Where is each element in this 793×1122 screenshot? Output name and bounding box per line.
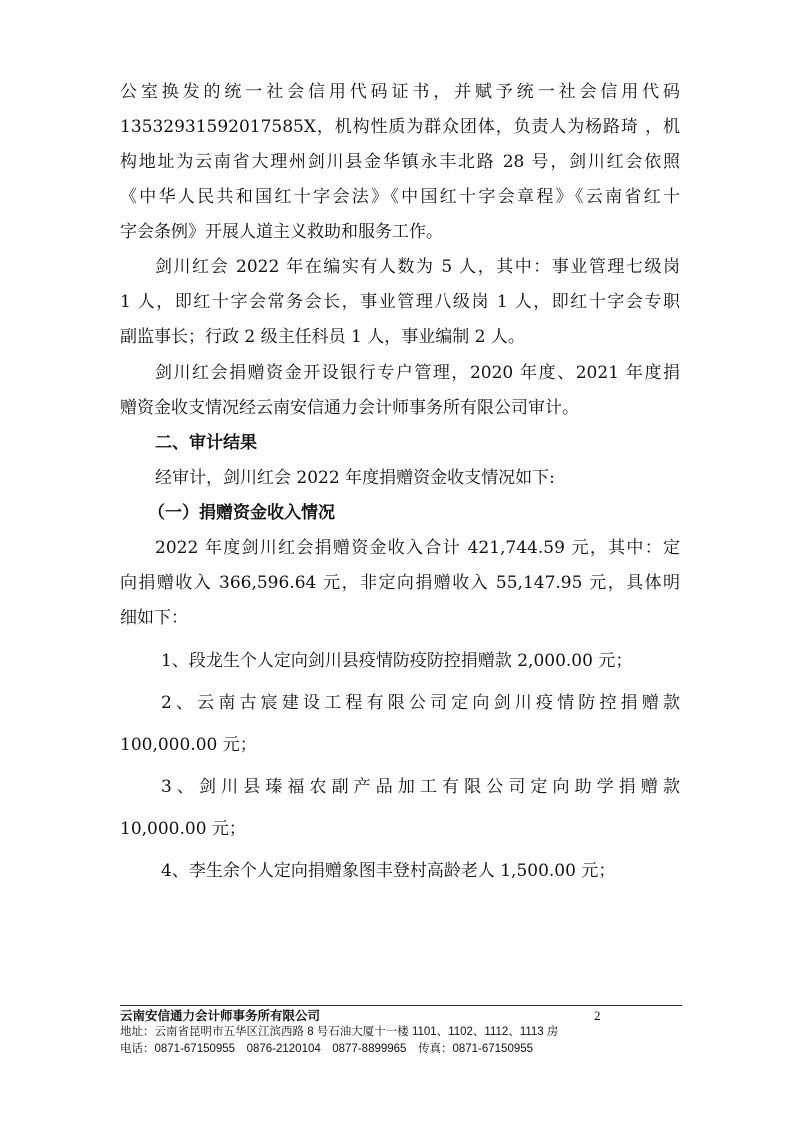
section-heading: 二、审计结果 bbox=[155, 433, 257, 453]
body-line: 2022 年度剑川红会捐赠资金收入合计 421,744.59 元，其中：定 bbox=[155, 538, 680, 558]
footer-address: 地址：云南省昆明市五华区江滨西路 8 号石油大厦十一楼 1101、1102、1112、1113 房 bbox=[120, 1026, 559, 1038]
list-item-continued: 10,000.00 元； bbox=[120, 819, 246, 839]
body-line: 《中华人民共和国红十字会法》《中国红十字会章程》《云南省红十 bbox=[120, 187, 680, 207]
body-line: 向捐赠收入 366,596.64 元，非定向捐赠收入 55,147.95 元，具体明 bbox=[120, 573, 680, 593]
body-line: 13532931592017585X，机构性质为群众团体，负责人为杨路琦 ，机 bbox=[120, 117, 680, 137]
body-line: 细如下： bbox=[120, 608, 188, 628]
body-line: 字会条例》开展人道主义救助和服务工作。 bbox=[120, 222, 443, 242]
body-line: 构地址为云南省大理州剑川县金华镇永丰北路 28 号，剑川红会依照 bbox=[120, 152, 680, 172]
list-item: 3、剑川县瑧福农副产品加工有限公司定向助学捐赠款 bbox=[161, 777, 680, 797]
body-line: 剑川红会 2022 年在编实有人数为 5 人，其中：事业管理七级岗 bbox=[155, 257, 680, 277]
body-line: 副监事长；行政 2 级主任科员 1 人，事业编制 2 人。 bbox=[120, 327, 525, 347]
body-line: 剑川红会捐赠资金开设银行专户管理，2020 年度、2021 年度捐 bbox=[155, 363, 680, 383]
subsection-heading: （一）捐赠资金收入情况 bbox=[148, 503, 335, 523]
footer-company-name: 云南安信通力会计师事务所有限公司 bbox=[120, 1008, 321, 1023]
body-line: 公室换发的统一社会信用代码证书，并赋予统一社会信用代码 bbox=[120, 82, 680, 102]
list-item-continued: 100,000.00 元； bbox=[120, 735, 257, 755]
list-item: 4、李生余个人定向捐赠象图丰登村高龄老人 1,500.00 元； bbox=[161, 861, 616, 881]
body-line: 1 人，即红十字会常务会长，事业管理八级岗 1 人，即红十字会专职 bbox=[120, 292, 680, 312]
list-item: 2、云南古宸建设工程有限公司定向剑川疫情防控捐赠款 bbox=[161, 693, 680, 713]
footer-phone: 电话：0871-67150955 0876-2120104 0877-8899965 传真：0871-67150955 bbox=[120, 1043, 534, 1055]
body-line: 赠资金收支情况经云南安信通力会计师事务所有限公司审计。 bbox=[120, 398, 579, 418]
body-line: 经审计，剑川红会 2022 年度捐赠资金收支情况如下: bbox=[155, 468, 555, 488]
footer-divider bbox=[120, 1005, 682, 1006]
list-item: 1、段龙生个人定向剑川县疫情防疫防控捐赠款 2,000.00 元； bbox=[161, 651, 633, 671]
page-number: 2 bbox=[594, 1008, 601, 1023]
